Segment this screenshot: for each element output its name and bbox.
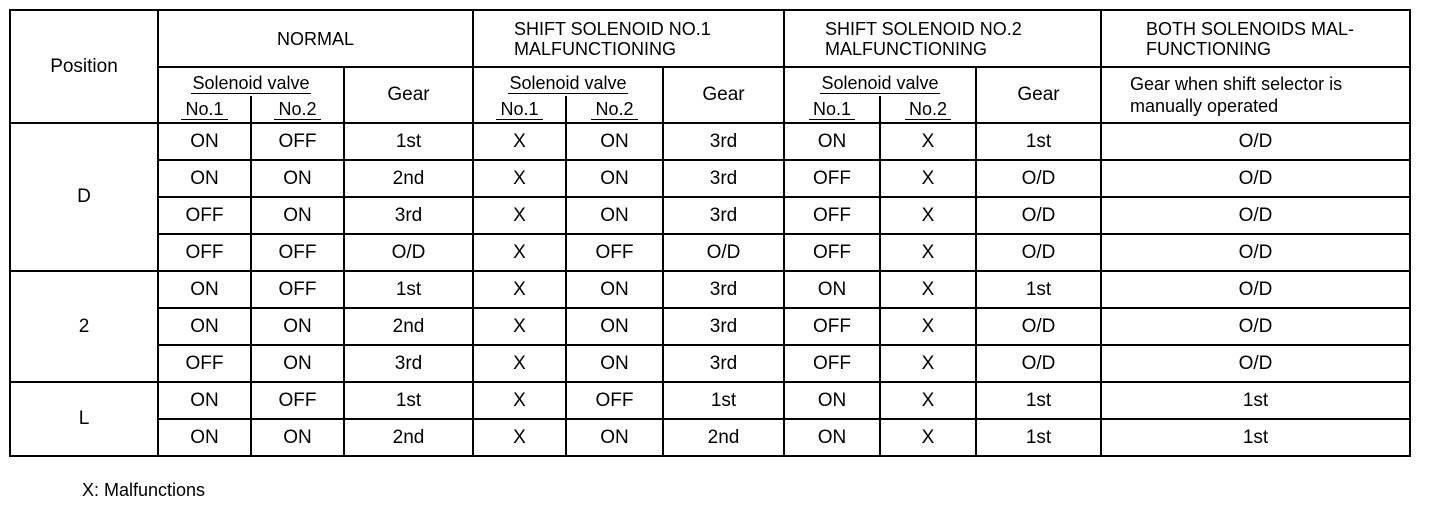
both-header-line2: FUNCTIONING <box>1146 38 1271 59</box>
sol2-no2-cell: X <box>880 234 976 271</box>
both-header <box>1101 10 1410 67</box>
sol2-gear-cell: 1st <box>976 123 1101 160</box>
normal-no2-cell: OFF <box>251 382 344 419</box>
sol1-gear-cell: 3rd <box>663 308 784 345</box>
normal-no1-cell: OFF <box>158 345 251 382</box>
sol1-no1-cell: X <box>473 308 566 345</box>
table-row <box>10 419 1410 456</box>
sol2-gear-cell: O/D <box>976 308 1101 345</box>
sol2-solenoid-valve-label: Solenoid valve <box>784 67 976 96</box>
normal-no1-cell: OFF <box>158 197 251 234</box>
normal-no1-cell: ON <box>158 160 251 197</box>
sol1-gear-cell: 3rd <box>663 160 784 197</box>
normal-no1-cell: ON <box>158 419 251 456</box>
manual-gear-line2: manually operated <box>1130 96 1279 116</box>
manual-gear-cell: O/D <box>1101 345 1410 382</box>
sol1-header <box>473 10 784 67</box>
table-row <box>10 382 1410 419</box>
sol2-gear-header: Gear <box>976 67 1101 123</box>
sol2-header-line1: SHIFT SOLENOID NO.2 <box>825 18 1022 39</box>
sol1-no2-cell: OFF <box>566 234 663 271</box>
position-header: Position <box>10 10 158 123</box>
sol2-header-line2: MALFUNCTIONING <box>825 38 987 59</box>
table-row <box>10 123 1410 160</box>
normal-gear-cell: 1st <box>344 123 473 160</box>
sol1-no1-cell: X <box>473 160 566 197</box>
sol2-gear-cell: 1st <box>976 382 1101 419</box>
normal-no2-cell: OFF <box>251 271 344 308</box>
sol2-no2-cell: X <box>880 382 976 419</box>
sol2-no2-cell: X <box>880 123 976 160</box>
normal-no2-cell: OFF <box>251 123 344 160</box>
normal-no2-cell: ON <box>251 345 344 382</box>
sol1-gear-cell: 3rd <box>663 123 784 160</box>
table-row <box>10 308 1410 345</box>
sol1-gear-cell: O/D <box>663 234 784 271</box>
normal-gear-cell: O/D <box>344 234 473 271</box>
normal-gear-header: Gear <box>344 67 473 123</box>
sol2-no1-cell: OFF <box>784 234 880 271</box>
sol2-gear-cell: O/D <box>976 160 1101 197</box>
sol1-solenoid-valve-label: Solenoid valve <box>473 67 663 96</box>
table-row <box>10 197 1410 234</box>
sol1-no1-cell: X <box>473 234 566 271</box>
sol2-no1-cell: OFF <box>784 160 880 197</box>
position-cell: L <box>10 382 158 456</box>
sol1-gear-cell: 3rd <box>663 197 784 234</box>
sol2-gear-cell: O/D <box>976 234 1101 271</box>
sol1-no1-cell: X <box>473 271 566 308</box>
sol1-no2-cell: ON <box>566 197 663 234</box>
manual-gear-cell: O/D <box>1101 308 1410 345</box>
sol2-no1-cell: OFF <box>784 345 880 382</box>
sol1-gear-cell: 3rd <box>663 345 784 382</box>
manual-gear-cell: O/D <box>1101 197 1410 234</box>
sol2-no1-cell: ON <box>784 382 880 419</box>
sol1-gear-cell: 3rd <box>663 271 784 308</box>
normal-no2-cell: ON <box>251 419 344 456</box>
solenoid-table <box>9 9 1411 457</box>
sol2-gear-cell: 1st <box>976 271 1101 308</box>
manual-gear-cell: 1st <box>1101 382 1410 419</box>
normal-gear-cell: 3rd <box>344 345 473 382</box>
normal-no1-cell: ON <box>158 382 251 419</box>
sol2-gear-cell: O/D <box>976 345 1101 382</box>
sol1-no2-cell: ON <box>566 419 663 456</box>
sol1-no2-cell: ON <box>566 308 663 345</box>
normal-no2-cell: ON <box>251 160 344 197</box>
sol1-no1-cell: X <box>473 419 566 456</box>
position-cell: D <box>10 123 158 271</box>
sol2-no2-cell: X <box>880 345 976 382</box>
normal-no2-cell: ON <box>251 308 344 345</box>
sol1-gear-cell: 1st <box>663 382 784 419</box>
normal-no1-cell: OFF <box>158 234 251 271</box>
normal-solenoid-valve-label: Solenoid valve <box>158 67 344 96</box>
normal-gear-cell: 1st <box>344 382 473 419</box>
sol1-no2-cell: ON <box>566 271 663 308</box>
normal-gear-cell: 2nd <box>344 419 473 456</box>
manual-gear-cell: O/D <box>1101 271 1410 308</box>
sol1-no1-cell: X <box>473 382 566 419</box>
normal-gear-cell: 2nd <box>344 160 473 197</box>
normal-no1-cell: ON <box>158 271 251 308</box>
normal-gear-cell: 3rd <box>344 197 473 234</box>
sol2-no2-header: No.2 <box>880 96 976 123</box>
sol1-no1-cell: X <box>473 123 566 160</box>
sol2-no1-cell: ON <box>784 123 880 160</box>
normal-gear-cell: 1st <box>344 271 473 308</box>
sol2-no2-cell: X <box>880 197 976 234</box>
sol2-no2-cell: X <box>880 308 976 345</box>
manual-gear-cell: O/D <box>1101 123 1410 160</box>
table-row <box>10 234 1410 271</box>
sol1-header-line2: MALFUNCTIONING <box>514 38 676 59</box>
sol2-no1-cell: ON <box>784 419 880 456</box>
manual-gear-cell: O/D <box>1101 160 1410 197</box>
sol1-no1-cell: X <box>473 197 566 234</box>
sol2-header <box>784 10 1101 67</box>
sol2-no2-cell: X <box>880 160 976 197</box>
sol2-gear-cell: O/D <box>976 197 1101 234</box>
sol2-no1-header: No.1 <box>784 96 880 123</box>
normal-no1-cell: ON <box>158 308 251 345</box>
normal-header: NORMAL <box>158 10 473 67</box>
sol1-gear-cell: 2nd <box>663 419 784 456</box>
sol1-gear-header: Gear <box>663 67 784 123</box>
sol2-gear-cell: 1st <box>976 419 1101 456</box>
table-row <box>10 271 1410 308</box>
table-row <box>10 160 1410 197</box>
manual-gear-line1: Gear when shift selector is <box>1130 74 1343 94</box>
manual-gear-header <box>1101 67 1410 123</box>
sol1-no1-header: No.1 <box>473 96 566 123</box>
sol1-no2-cell: ON <box>566 345 663 382</box>
sol2-no2-cell: X <box>880 271 976 308</box>
normal-no1-header: No.1 <box>158 96 251 123</box>
sol1-no2-cell: ON <box>566 160 663 197</box>
normal-gear-cell: 2nd <box>344 308 473 345</box>
both-header-line1: BOTH SOLENOIDS MAL- <box>1146 18 1355 39</box>
manual-gear-cell: 1st <box>1101 419 1410 456</box>
sol2-no2-cell: X <box>880 419 976 456</box>
manual-gear-cell: O/D <box>1101 234 1410 271</box>
sol2-no1-cell: OFF <box>784 197 880 234</box>
footnote: X: Malfunctions <box>82 480 206 500</box>
sol1-header-line1: SHIFT SOLENOID NO.1 <box>514 18 711 39</box>
normal-no2-header: No.2 <box>251 96 344 123</box>
sol1-no2-header: No.2 <box>566 96 663 123</box>
table-row <box>10 345 1410 382</box>
position-cell: 2 <box>10 271 158 382</box>
normal-no2-cell: OFF <box>251 234 344 271</box>
sol1-no1-cell: X <box>473 345 566 382</box>
sol2-no1-cell: OFF <box>784 308 880 345</box>
normal-no2-cell: ON <box>251 197 344 234</box>
sol1-no2-cell: OFF <box>566 382 663 419</box>
sol1-no2-cell: ON <box>566 123 663 160</box>
normal-no1-cell: ON <box>158 123 251 160</box>
sol2-no1-cell: ON <box>784 271 880 308</box>
